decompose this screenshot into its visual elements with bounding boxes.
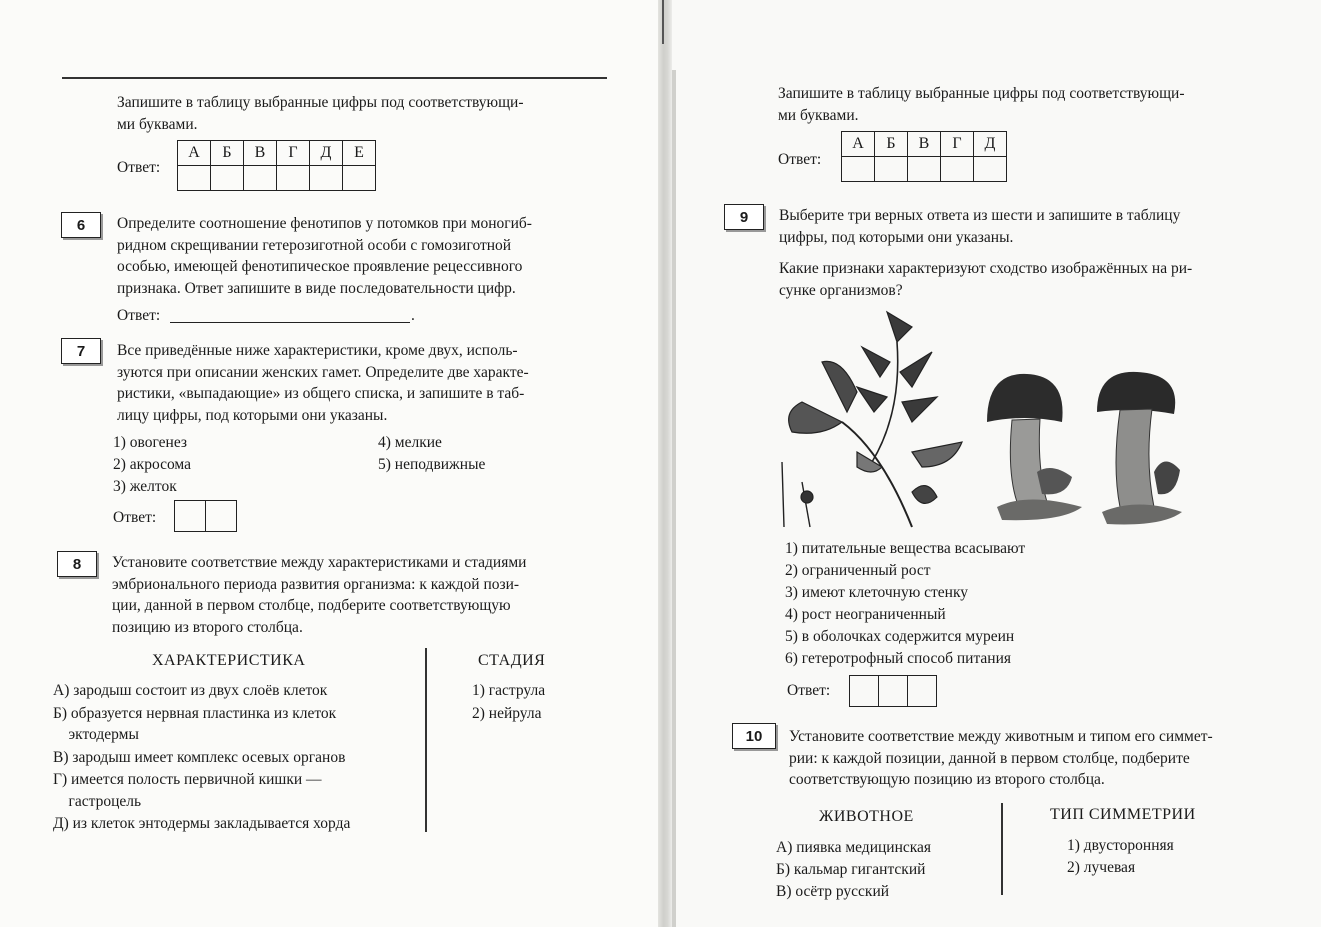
answer-cell[interactable]	[850, 676, 879, 707]
list-item: 6) гетеротрофный способ питания	[785, 650, 1012, 667]
answer-cell[interactable]	[211, 166, 244, 191]
grid-letter: Е	[343, 141, 376, 166]
right-page	[672, 0, 1321, 927]
task-number-7: 7	[61, 338, 101, 364]
animal-item-a: А) пиявка медицинская	[776, 839, 932, 856]
task-6-answer-label: Ответ:	[117, 307, 161, 324]
task-7-answer-label: Ответ:	[113, 509, 157, 526]
stage-item-2: 2) нейрула	[472, 705, 542, 722]
task-number-10: 10	[732, 723, 776, 749]
answer-cell[interactable]	[908, 157, 941, 182]
answer-label: Ответ:	[117, 159, 161, 176]
task-8-text: Установите соответствие между характеристиками и стадиями эмбрионального периода развития организма: к каждой пози- ции, данной в первом столбце, подберите соответствующую позицию из второго столбца.	[112, 554, 527, 636]
mushroom-drawing-2	[1097, 372, 1182, 525]
task-number-9: 9	[724, 204, 764, 230]
symmetry-item-2: 2) лучевая	[1067, 859, 1136, 876]
answer-cell[interactable]	[178, 166, 211, 191]
list-item: А) зародыш состоит из двух слоёв клеток	[53, 682, 328, 699]
list-item: В) зародыш имеет комплекс осевых органов	[53, 748, 346, 766]
answer-label: Ответ:	[778, 151, 822, 168]
task-7-option-2: 2) акросома	[113, 456, 191, 473]
task-number-8: 8	[57, 551, 97, 577]
answer-cell[interactable]	[842, 157, 875, 182]
answer-cell[interactable]	[974, 157, 1007, 182]
grid-letter: А	[842, 132, 875, 157]
left-page	[0, 0, 658, 927]
list-item: 1) питательные вещества всасывают	[785, 540, 1026, 557]
list-item: Г) имеется полость первичной кишки — гастроцель	[53, 771, 322, 810]
col-header-characteristic: ХАРАКТЕРИСТИКА	[152, 652, 306, 669]
answer-grid-2	[841, 131, 1007, 182]
task-6-text: Определите соотношение фенотипов у потомков при моногиб- ридном скрещивании гетерозиготной особи с гомозиготной особью, имеющей фенотипическое проявление рецессивного признака. Ответ запишите в виде последовательности цифр.	[117, 215, 532, 297]
task-7-option-3: 3) желток	[113, 478, 177, 495]
grid-letter: Б	[875, 132, 908, 157]
column-divider	[425, 648, 427, 832]
col-header-animal: ЖИВОТНОЕ	[819, 808, 914, 825]
intro-text: Запишите в таблицу выбранные цифры под соответствующи- ми буквами.	[117, 94, 524, 133]
answer-cell[interactable]	[310, 166, 343, 191]
mushroom-drawing-1	[987, 374, 1082, 520]
task-6-answer-line[interactable]	[170, 306, 410, 323]
column-divider	[1001, 803, 1003, 895]
symmetry-item-1: 1) двусторонняя	[1067, 837, 1174, 854]
answer-cell[interactable]	[277, 166, 310, 191]
task-7-answer-grid	[174, 500, 237, 532]
animal-item-c: В) осётр русский	[776, 883, 890, 900]
top-rule	[62, 77, 607, 79]
answer-cell[interactable]	[941, 157, 974, 182]
task-9-answer-grid	[849, 675, 937, 707]
gutter-mark	[662, 0, 664, 44]
col-header-symmetry: ТИП СИММЕТРИИ	[1050, 806, 1196, 823]
list-item: 5) в оболочках содержится муреин	[785, 628, 1015, 645]
book-gutter	[658, 0, 672, 927]
list-item: 3) имеют клеточную стенку	[785, 584, 969, 601]
task-9-question: Какие признаки характеризуют сходство изображённых на ри- сунке организмов?	[779, 260, 1193, 299]
task-10-text: Установите соответствие между животным и типом его симмет- рии: к каждой позиции, данной в первом столбце, подберите соответствующую позицию из второго столбца.	[789, 728, 1213, 788]
answer-cell[interactable]	[875, 157, 908, 182]
grid-letter: Г	[941, 132, 974, 157]
answer-cell[interactable]	[343, 166, 376, 191]
answer-cell[interactable]	[908, 676, 937, 707]
grid-letter: В	[908, 132, 941, 157]
organisms-illustration	[762, 302, 1182, 534]
list-item: 4) рост неограниченный	[785, 606, 946, 623]
page-edge-shadow	[672, 70, 676, 927]
task-number-6: 6	[61, 212, 101, 238]
grid-letter: Д	[974, 132, 1007, 157]
grid-letter: А	[178, 141, 211, 166]
intro-text: Запишите в таблицу выбранные цифры под соответствующи- ми буквами.	[778, 85, 1185, 124]
task-9-options	[785, 538, 1025, 670]
answer-cell[interactable]	[879, 676, 908, 707]
grid-letter: В	[244, 141, 277, 166]
grid-letter: Б	[211, 141, 244, 166]
characteristics-list	[53, 680, 423, 835]
task-7-option-4: 4) мелкие	[378, 434, 442, 451]
grid-letter: Г	[277, 141, 310, 166]
answer-cell[interactable]	[175, 501, 206, 532]
animal-item-b: Б) кальмар гигантский	[776, 861, 926, 878]
answer-grid-1	[177, 140, 376, 191]
grid-letter: Д	[310, 141, 343, 166]
task-7-text: Все приведённые ниже характеристики, кроме двух, исполь- зуются при описании женских гамет. Определите две характе- ристики, «выпадающие» из общего списка, и запишите в таб- лицу цифры, под которыми они указаны.	[117, 342, 529, 424]
task-9-answer-label: Ответ:	[787, 682, 831, 699]
stage-item-1: 1) гаструла	[472, 682, 546, 699]
plant-branch-drawing	[782, 312, 962, 527]
task-9-text: Выберите три верных ответа из шести и запишите в таблицу цифры, под которыми они указаны.	[779, 207, 1181, 246]
list-item: Б) образуется нервная пластинка из клеток эктодермы	[53, 704, 337, 743]
task-7-option-1: 1) овогенез	[113, 434, 188, 451]
answer-cell[interactable]	[206, 501, 237, 532]
list-item: Д) из клеток энтодермы закладывается хорда	[53, 815, 351, 832]
task-6-answer-end: .	[411, 307, 415, 324]
list-item: 2) ограниченный рост	[785, 562, 931, 579]
col-header-stage: СТАДИЯ	[478, 652, 546, 669]
answer-cell[interactable]	[244, 166, 277, 191]
task-7-option-5: 5) неподвижные	[378, 456, 486, 473]
